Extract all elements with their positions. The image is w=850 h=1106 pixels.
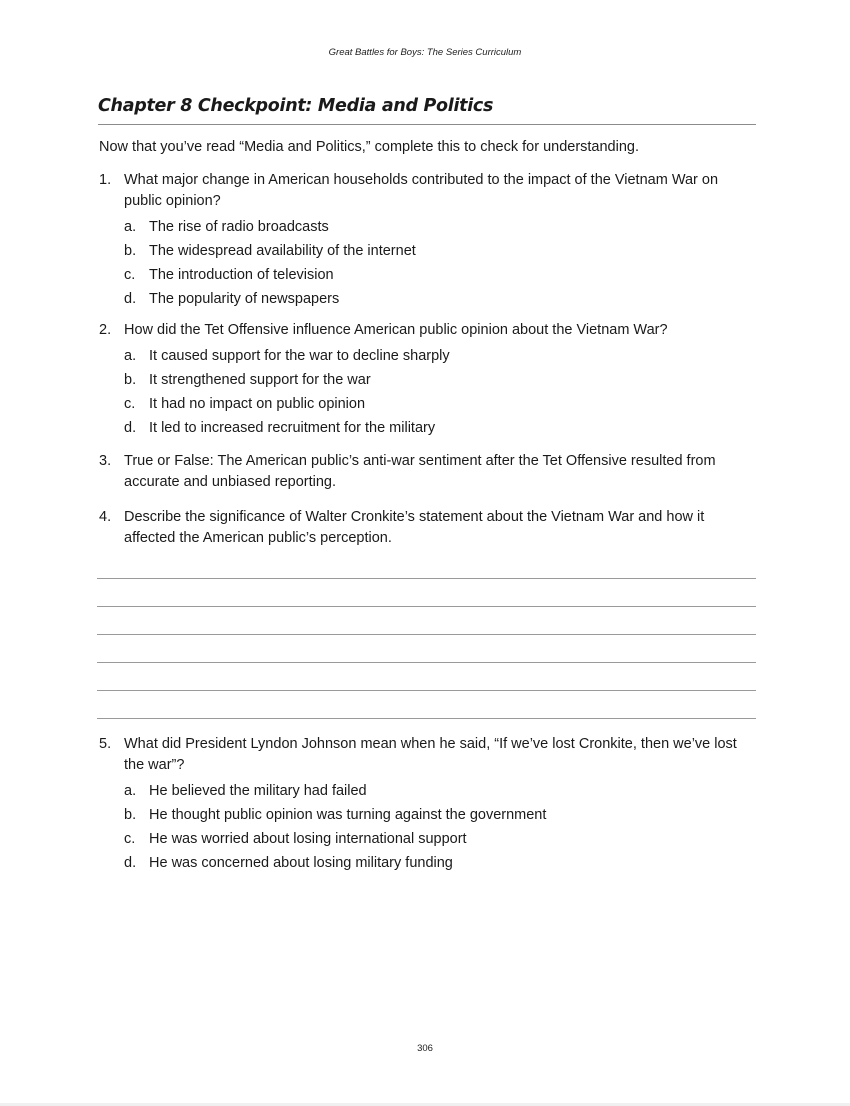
question-number: 2.	[99, 322, 112, 338]
question-number: 3.	[99, 453, 112, 469]
question-text: How did the Tet Offensive influence American public opinion about the Vietnam War?	[124, 322, 668, 338]
option-text: He believed the military had failed	[149, 783, 367, 799]
option-text: It had no impact on public opinion	[149, 396, 366, 412]
question-5	[99, 734, 759, 875]
answer-option-d[interactable]	[124, 416, 759, 440]
option-letter: a.	[124, 783, 137, 799]
option-letter: b.	[124, 807, 137, 823]
answer-line	[97, 606, 756, 634]
answer-options	[124, 779, 759, 875]
answer-option-b[interactable]	[124, 239, 759, 263]
question-number: 4.	[99, 509, 112, 525]
answer-line	[97, 662, 756, 690]
option-letter: c.	[124, 396, 136, 412]
answer-option-d[interactable]	[124, 287, 759, 311]
answer-option-c[interactable]	[124, 392, 759, 416]
option-text: The popularity of newspapers	[149, 291, 340, 307]
option-text: The introduction of television	[149, 267, 334, 283]
answer-option-a[interactable]	[124, 779, 759, 803]
option-letter: d.	[124, 855, 137, 871]
option-letter: d.	[124, 291, 137, 307]
question-text: What major change in American households contributed to the impact of the Vietnam War on public opinion?	[124, 172, 719, 209]
option-text: The rise of radio broadcasts	[149, 219, 329, 235]
question-2	[99, 320, 759, 440]
option-letter: a.	[124, 348, 137, 364]
question-number: 1.	[99, 172, 112, 188]
option-text: It strengthened support for the war	[149, 372, 371, 388]
option-text: It caused support for the war to decline sharply	[149, 348, 450, 364]
answer-line	[97, 634, 756, 662]
question-3	[99, 451, 759, 493]
intro-text: Now that you’ve read “Media and Politics,” complete this to check for understanding.	[99, 139, 639, 155]
answer-options	[124, 344, 759, 440]
answer-option-a[interactable]	[124, 215, 759, 239]
chapter-title: Chapter 8 Checkpoint: Media and Politics	[98, 96, 494, 116]
option-letter: b.	[124, 372, 137, 388]
question-text: What did President Lyndon Johnson mean when he said, “If we’ve lost Cronkite, then we’ve lost the war”?	[124, 736, 737, 773]
running-header: Great Battles for Boys: The Series Curriculum	[328, 47, 522, 58]
question-text: True or False: The American public’s anti-war sentiment after the Tet Offensive resulted from accurate and unbiased reporting.	[124, 453, 716, 490]
answer-option-a[interactable]	[124, 344, 759, 368]
option-letter: c.	[124, 267, 136, 283]
answer-option-d[interactable]	[124, 851, 759, 875]
option-text: It led to increased recruitment for the military	[149, 420, 436, 436]
option-letter: c.	[124, 831, 136, 847]
answer-options	[124, 215, 759, 311]
answer-writing-area[interactable]	[97, 578, 756, 719]
answer-line	[97, 690, 756, 718]
option-text: He was worried about losing international support	[149, 831, 467, 847]
answer-option-b[interactable]	[124, 368, 759, 392]
question-number: 5.	[99, 736, 112, 752]
question-4	[99, 507, 759, 549]
answer-line	[97, 578, 756, 606]
option-letter: d.	[124, 420, 137, 436]
answer-option-c[interactable]	[124, 263, 759, 287]
answer-option-c[interactable]	[124, 827, 759, 851]
answer-line	[97, 718, 756, 719]
question-text: Describe the significance of Walter Cronkite’s statement about the Vietnam War and how it affected the American public’s perception.	[124, 509, 705, 546]
option-text: He thought public opinion was turning against the government	[149, 807, 547, 823]
option-text: He was concerned about losing military funding	[149, 855, 453, 871]
option-letter: b.	[124, 243, 137, 259]
option-text: The widespread availability of the internet	[149, 243, 416, 259]
question-1	[99, 170, 759, 311]
option-letter: a.	[124, 219, 137, 235]
title-rule	[98, 124, 756, 125]
answer-option-b[interactable]	[124, 803, 759, 827]
page-number: 306	[417, 1043, 433, 1054]
